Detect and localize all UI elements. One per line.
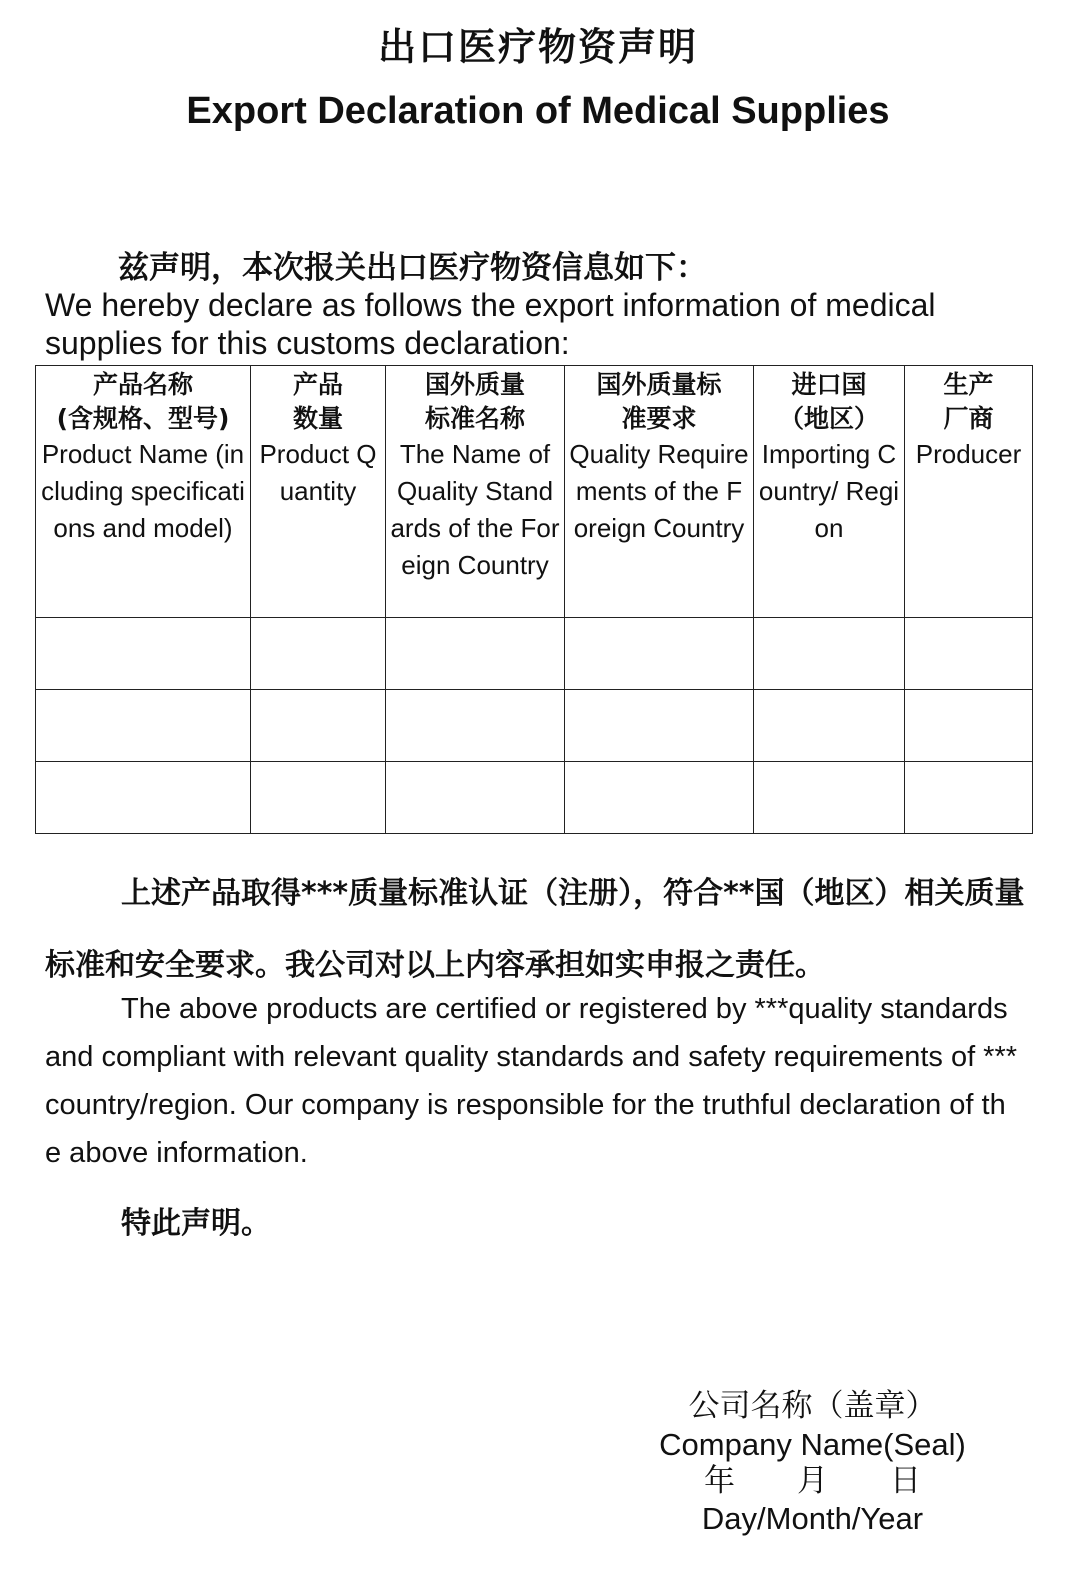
- header-importing-country: [754, 366, 905, 618]
- header-en: The Name of Quality Standards of the Foreign Country: [390, 439, 560, 580]
- intro-english: We hereby declare as follows the export information of medical supplies for this customs declaration:: [45, 287, 936, 361]
- header-cn: 进口国 （地区）: [778, 370, 879, 433]
- table-cell-producer[interactable]: [905, 762, 1033, 834]
- title-chinese: 出口医疗物资声明: [377, 25, 698, 69]
- statement-chinese: 上述产品取得***质量标准认证（注册），符合**国（地区）相关质量标准和安全要求。我公司对以上内容承担如实申报之责任。: [45, 876, 1025, 983]
- date-cn: 年 月 日: [704, 1463, 921, 1499]
- header-producer: [905, 366, 1033, 618]
- table-cell-product-quantity[interactable]: [251, 618, 386, 690]
- title-english: Export Declaration of Medical Supplies: [186, 90, 890, 132]
- header-product-name: [36, 366, 251, 618]
- header-en: Quality Requirements of the Foreign Country: [569, 439, 749, 543]
- header-cn: 产品名称 (含规格、型号): [56, 370, 230, 433]
- closing-statement: 特此声明。: [121, 1206, 271, 1241]
- table-cell-quality-requirements[interactable]: [565, 762, 754, 834]
- header-cn: 国外质量标 准要求: [596, 370, 722, 433]
- header-quality-requirements: [565, 366, 754, 618]
- table-cell-product-name[interactable]: [36, 762, 251, 834]
- header-en: Product Quantity: [259, 439, 377, 506]
- company-name-seal-cn: 公司名称（盖章）: [688, 1388, 937, 1424]
- table-row: [36, 618, 1033, 690]
- table-row: [36, 690, 1033, 762]
- table-header-row: [36, 366, 1033, 618]
- date-en: Day/Month/Year: [701, 1501, 924, 1536]
- table-cell-product-quantity[interactable]: [251, 762, 386, 834]
- header-cn: 产品 数量: [292, 370, 343, 433]
- company-name-seal-en: Company Name(Seal): [659, 1427, 966, 1462]
- header-en: Product Name (including specifications and model): [41, 439, 245, 543]
- header-en: Producer: [915, 439, 1022, 469]
- header-en: Importing Country/ Region: [758, 439, 900, 543]
- declaration-table: [35, 365, 1033, 834]
- table-cell-quality-requirements[interactable]: [565, 690, 754, 762]
- table-cell-importing-country[interactable]: [754, 762, 905, 834]
- table-cell-producer[interactable]: [905, 690, 1033, 762]
- table-cell-product-name[interactable]: [36, 690, 251, 762]
- table-row: [36, 762, 1033, 834]
- statement-english: The above products are certified or registered by ***quality standards and compliant with relevant quality standards and safety requirements of *** country/region. Our company is responsible for the truthful declaration of the above information.: [45, 993, 1018, 1169]
- table-cell-importing-country[interactable]: [754, 618, 905, 690]
- table-cell-quality-standard-name[interactable]: [386, 690, 565, 762]
- table-cell-quality-standard-name[interactable]: [386, 618, 565, 690]
- intro-chinese: 兹声明，本次报关出口医疗物资信息如下：: [118, 250, 707, 286]
- table-cell-importing-country[interactable]: [754, 690, 905, 762]
- table-cell-product-name[interactable]: [36, 618, 251, 690]
- header-cn: 国外质量 标准名称: [424, 370, 525, 433]
- table-cell-quality-requirements[interactable]: [565, 618, 754, 690]
- table-cell-producer[interactable]: [905, 618, 1033, 690]
- table-cell-product-quantity[interactable]: [251, 690, 386, 762]
- header-quality-standard-name: [386, 366, 565, 618]
- header-product-quantity: [251, 366, 386, 618]
- table-cell-quality-standard-name[interactable]: [386, 762, 565, 834]
- header-cn: 生产 厂商: [943, 370, 994, 433]
